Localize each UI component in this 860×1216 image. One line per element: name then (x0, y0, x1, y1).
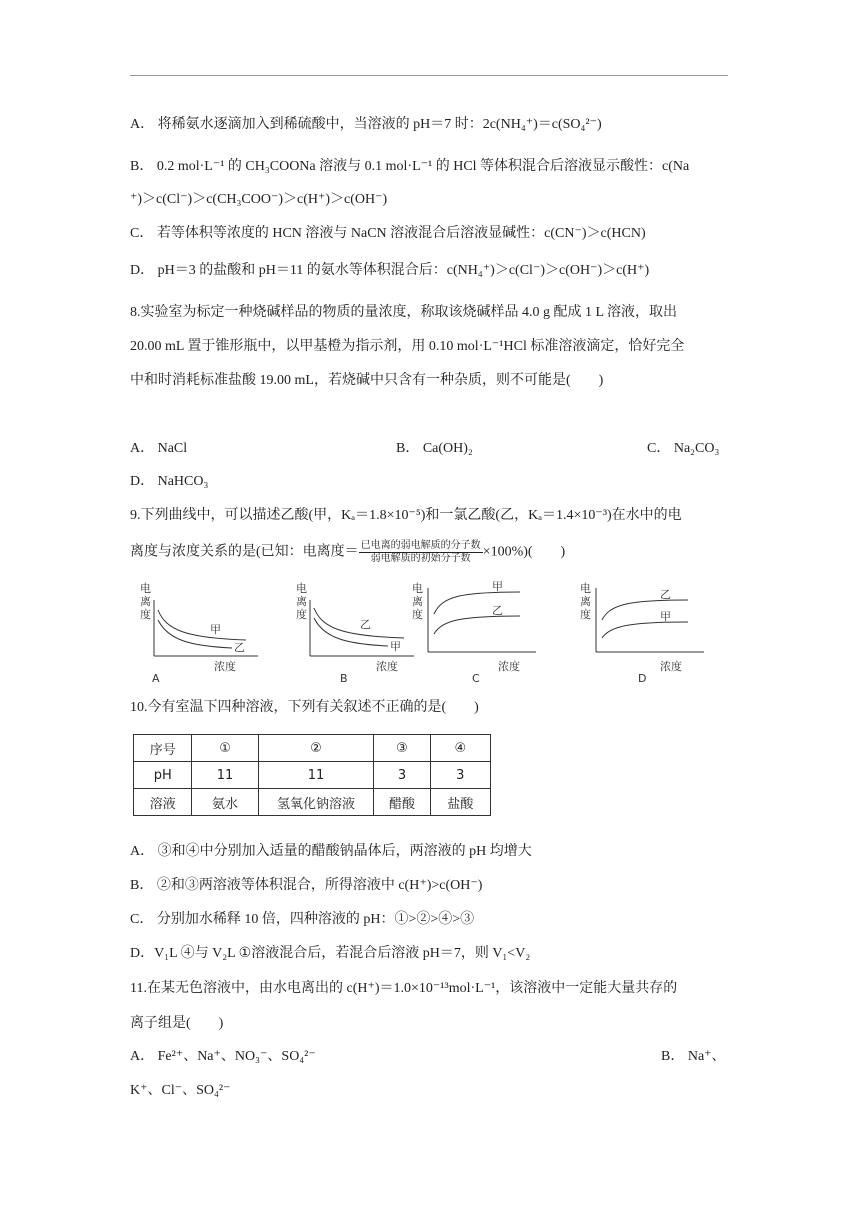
graph-d-xlabel: 浓度 (660, 660, 682, 673)
graph-b-letter: B (340, 672, 348, 685)
graph-a-label-yi: 乙 (234, 641, 245, 654)
graph-d (580, 580, 720, 686)
graph-d-curve-jia (602, 622, 688, 638)
ionization-fraction (359, 540, 483, 565)
q7-option-b-cont: ⁺)＞c(Cl⁻)＞c(CH₃COO⁻)＞c(H⁺)＞c(OH⁻) (130, 192, 388, 207)
table-cell: ① (192, 735, 258, 762)
graph-c-letter: C (472, 672, 480, 685)
table-row (134, 735, 491, 762)
table-cell: 氢氧化钠溶液 (258, 789, 374, 816)
graph-b-ylabel-3: 度 (296, 608, 307, 621)
graph-b-ylabel-1: 电 (296, 582, 307, 595)
q9-stem-prefix: 离度与浓度关系的是(已知：电离度＝ (130, 544, 359, 560)
q11-stem-line-2: 离子组是( ) (130, 1016, 224, 1031)
q8-stem-line-2: 20.00 mL 置于锥形瓶中，以甲基橙为指示剂，用 0.10 mol·L⁻¹HCl 标准溶液滴定，恰好完全 (130, 339, 685, 354)
q8-stem-line-3: 中和时消耗标准盐酸 19.00 mL，若烧碱中只含有一种杂质，则不可能是( ) (130, 373, 604, 388)
table-row (134, 789, 491, 816)
q9-stem-line-1: 9.下列曲线中，可以描述乙酸(甲，Kₐ＝1.8×10⁻⁵)和一氯乙酸(乙，Kₐ＝1.4×10⁻³)在水中的电 (130, 508, 682, 523)
table-cell: 氨水 (192, 789, 258, 816)
graph-a-letter: A (152, 672, 160, 685)
q8-stem-line-1: 8.实验室为标定一种烧碱样品的物质的量浓度，称取该烧碱样品 4.0 g 配成 1 L 溶液，取出 (130, 305, 678, 320)
q11-option-b: B． Na⁺、 (661, 1049, 726, 1064)
table-cell: 序号 (134, 735, 192, 762)
table-cell: 溶液 (134, 789, 192, 816)
graph-b-label-yi: 乙 (360, 618, 371, 631)
table-cell: 11 (258, 762, 374, 789)
graph-d-ylabel-3: 度 (580, 608, 591, 621)
graph-c-xlabel: 浓度 (498, 660, 520, 673)
table-cell: pH (134, 762, 192, 789)
graph-d-ylabel-2: 离 (580, 595, 591, 608)
table-cell: 3 (430, 762, 490, 789)
graph-d-curve-yi (602, 600, 688, 620)
graph-c-ylabel-2: 离 (412, 595, 423, 608)
graph-d-ylabel-1: 电 (580, 582, 591, 595)
graph-d-label-jia: 甲 (660, 610, 671, 623)
q11-option-a: A． Fe²⁺、Na⁺、NO₃⁻、SO₄²⁻ (130, 1049, 316, 1064)
graph-a-xlabel: 浓度 (214, 660, 236, 673)
q7-option-a: A． 将稀氨水逐滴加入到稀硫酸中，当溶液的 pH＝7 时：2c(NH₄⁺)＝c(SO₄²⁻) (130, 117, 602, 132)
graph-a-label-jia: 甲 (210, 623, 221, 636)
graph-c (412, 580, 552, 686)
q11-option-b-cont: K⁺、Cl⁻、SO₄²⁻ (130, 1083, 231, 1098)
q9-stem-suffix: ×100%)( ) (482, 544, 566, 560)
graph-c-curve-jia (434, 592, 520, 614)
graph-d-label-yi: 乙 (660, 588, 671, 601)
q8-option-b: B． Ca(OH)₂ (396, 441, 473, 456)
table-cell: 11 (192, 762, 258, 789)
q10-option-a: A． ③和④中分别加入适量的醋酸钠晶体后，两溶液的 pH 均增大 (130, 844, 532, 859)
graph-a-ylabel-3: 度 (140, 608, 151, 621)
q7-option-c: C． 若等体积等浓度的 HCN 溶液与 NaCN 溶液混合后溶液显碱性：c(CN⁻)＞c(HCN) (130, 226, 646, 241)
table-cell: 3 (374, 762, 430, 789)
q7-option-d: D． pH＝3 的盐酸和 pH＝11 的氨水等体积混合后：c(NH₄⁺)＞c(Cl⁻)＞c(OH⁻)＞c(H⁺) (130, 263, 650, 278)
graph-c-label-jia: 甲 (492, 580, 503, 593)
fraction-numerator: 已电离的弱电解质的分子数 (360, 540, 481, 551)
fraction-denominator: 弱电解质的初始分子数 (370, 553, 471, 564)
graph-c-ylabel-3: 度 (412, 608, 423, 621)
graph-a-ylabel-2: 离 (140, 595, 151, 608)
table-cell: ③ (374, 735, 430, 762)
q10-option-d: D．V₁L ④与 V₂L ①溶液混合后，若混合后溶液 pH＝7，则 V₁<V₂ (130, 946, 531, 961)
graph-b-label-jia: 甲 (390, 640, 401, 653)
graph-b-ylabel-2: 离 (296, 595, 307, 608)
graph-d-letter: D (638, 672, 647, 685)
table-cell: 醋酸 (374, 789, 430, 816)
q8-option-d: D． NaHCO₃ (130, 474, 209, 489)
header-rule (130, 75, 728, 76)
graph-a (140, 580, 280, 686)
table-cell: 盐酸 (430, 789, 490, 816)
solutions-table (133, 734, 491, 816)
q8-option-a: A． NaCl (130, 441, 188, 456)
q9-stem-line-2 (130, 540, 565, 565)
q10-option-c: C． 分别加水稀释 10 倍，四种溶液的 pH：①>②>④>③ (130, 912, 475, 927)
table-cell: ④ (430, 735, 490, 762)
q11-stem-line-1: 11.在某无色溶液中，由水电离出的 c(H⁺)＝1.0×10⁻¹³mol·L⁻¹，该溶液中一定能大量共存的 (130, 981, 678, 996)
q8-option-c: C． Na₂CO₃ (647, 441, 720, 456)
graph-c-label-yi: 乙 (492, 604, 503, 617)
q7-option-b: B． 0.2 mol·L⁻¹ 的 CH₃COONa 溶液与 0.1 mol·L⁻¹ 的 HCl 等体积混合后溶液显示酸性：c(Na (130, 159, 690, 174)
graph-a-ylabel-1: 电 (140, 582, 151, 595)
table-row (134, 762, 491, 789)
q10-stem: 10.今有室温下四种溶液，下列有关叙述不正确的是( ) (130, 700, 479, 715)
q10-option-b: B． ②和③两溶液等体积混合，所得溶液中 c(H⁺)>c(OH⁻) (130, 878, 483, 893)
graph-c-curve-yi (434, 616, 520, 634)
table-cell: ② (258, 735, 374, 762)
graph-b-xlabel: 浓度 (376, 660, 398, 673)
graph-c-ylabel-1: 电 (412, 582, 423, 595)
